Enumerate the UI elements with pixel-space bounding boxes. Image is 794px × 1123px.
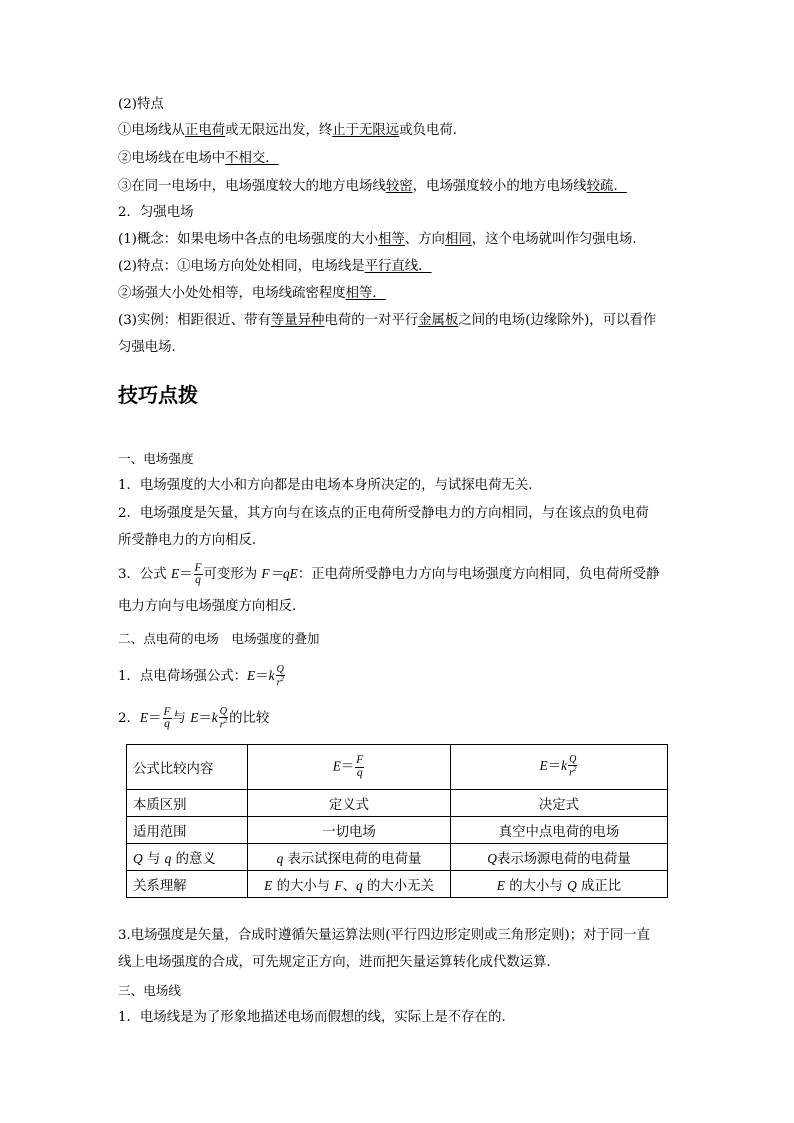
denominator: q bbox=[195, 574, 201, 586]
exponent: 2 bbox=[223, 716, 228, 725]
text: ，电场强度较小的地方电场线 bbox=[412, 179, 587, 194]
table-row bbox=[127, 844, 668, 871]
answer-blank: 无限远 bbox=[359, 123, 400, 138]
para-strength-1: 1．电场强度的大小和方向都是由电场本身所决定的，与试探电荷无关． bbox=[118, 478, 542, 493]
answer-blank: 较疏． bbox=[586, 179, 627, 194]
table-header-cell bbox=[451, 745, 668, 790]
answer-blank: 止于 bbox=[332, 123, 360, 138]
math-var: k bbox=[268, 668, 275, 683]
math-var: Q bbox=[487, 850, 497, 866]
math-var: q bbox=[355, 877, 363, 893]
math-op: ＝ bbox=[547, 759, 562, 775]
math-var: E bbox=[190, 710, 199, 725]
math-op: ＝ bbox=[255, 669, 269, 684]
text: 或无限远出发，终 bbox=[225, 123, 333, 138]
numerator: Q bbox=[219, 705, 228, 717]
para-uniform-magnitude bbox=[118, 285, 386, 303]
math-var: E bbox=[539, 758, 548, 774]
text: 与 bbox=[172, 711, 191, 726]
denominator bbox=[568, 766, 577, 778]
para-superposition-a: 3.电场强度是矢量，合成时遵循矢量运算法则(平行四边形定则或三角形定则)；对于同一直 bbox=[118, 928, 651, 943]
answer-blank: 不相交． bbox=[225, 151, 279, 166]
numerator: F bbox=[163, 705, 171, 718]
para-uniform-example-cont: 匀强电场． bbox=[118, 340, 185, 355]
table-cell bbox=[451, 871, 668, 898]
section-title-field-strength: 一、电场强度 bbox=[118, 451, 194, 466]
table-row bbox=[127, 790, 668, 817]
text: 电荷的一对平行 bbox=[324, 313, 419, 328]
para-feature-3 bbox=[118, 178, 627, 196]
math-var: E bbox=[496, 877, 505, 893]
para-feature-1 bbox=[118, 122, 466, 140]
answer-blank: 等量异种 bbox=[270, 313, 325, 328]
table-cell: 本质区别 bbox=[127, 790, 248, 817]
para-strength-3-cont: 电力方向与电场强度方向相反． bbox=[118, 599, 306, 614]
table-header-cell bbox=[248, 745, 451, 790]
para-feature-2 bbox=[118, 150, 279, 168]
section-title-point-charge: 二、点电荷的电场 电场强度的叠加 bbox=[118, 631, 320, 646]
denominator bbox=[219, 718, 228, 730]
math-var: Q bbox=[567, 877, 577, 893]
text: 成正比 bbox=[581, 878, 622, 894]
text: ：正电荷所受静电力方向与电场强度方向相同，负电荷所受静 bbox=[297, 567, 660, 582]
table-cell bbox=[451, 844, 668, 871]
text: 的大小与 bbox=[509, 878, 563, 894]
math-var: q bbox=[164, 850, 172, 866]
math-var: E bbox=[247, 668, 256, 683]
para-uniform-example bbox=[118, 312, 656, 330]
text: 可变形为 bbox=[203, 567, 262, 582]
math-var: E bbox=[170, 566, 180, 581]
fraction-F-over-q bbox=[163, 707, 172, 731]
answer-blank: 平行直线． bbox=[364, 259, 432, 274]
table-row bbox=[127, 817, 668, 844]
fraction-Q-over-r2 bbox=[219, 707, 228, 730]
denominator: q bbox=[164, 718, 170, 730]
text: ①电场线从 bbox=[118, 123, 185, 138]
math-var: r bbox=[569, 767, 573, 779]
fraction-F-over-q bbox=[194, 563, 203, 587]
denominator: q bbox=[356, 766, 363, 779]
math-var: r bbox=[219, 719, 224, 731]
text: 的意义 bbox=[175, 851, 216, 867]
table-row bbox=[127, 871, 668, 898]
table-header-cell: 公式比较内容 bbox=[127, 745, 248, 790]
answer-blank: 较密 bbox=[385, 179, 413, 194]
table-cell bbox=[127, 844, 248, 871]
numerator: F bbox=[356, 754, 364, 766]
table-cell bbox=[248, 871, 451, 898]
numerator: Q bbox=[569, 754, 577, 766]
answer-blank: 相同 bbox=[444, 232, 472, 247]
para-field-lines-1: 1．电场线是为了形象地描述电场而假想的线，实际上是不存在的． bbox=[118, 1010, 515, 1025]
table-cell: 关系理解 bbox=[127, 871, 248, 898]
math-var: k bbox=[211, 710, 218, 725]
text: ，这个电场就叫作匀强电场． bbox=[471, 232, 646, 247]
text: 表示试探电荷的电荷量 bbox=[287, 851, 422, 867]
para-uniform-concept bbox=[118, 231, 646, 249]
math-var: F bbox=[334, 877, 343, 893]
text: 的比较 bbox=[229, 711, 270, 726]
para-superposition-b: 线上电场强度的合成，可先规定正方向，进而把矢量运算转化成代数运算． bbox=[118, 955, 560, 970]
answer-blank: 正电荷 bbox=[184, 123, 226, 138]
table-cell: 适用范围 bbox=[127, 817, 248, 844]
para-features-heading: (2)特点 bbox=[118, 97, 164, 112]
text: (2)特点：①电场方向处处相同，电场线是 bbox=[118, 259, 365, 274]
table-cell: 决定式 bbox=[451, 790, 668, 817]
math-op: ＝ bbox=[148, 711, 162, 726]
answer-blank: 相等． bbox=[345, 286, 386, 301]
math-var: r bbox=[276, 677, 281, 689]
text: 3．公式 bbox=[118, 567, 171, 582]
para-uniform-features bbox=[118, 258, 432, 276]
table-cell bbox=[248, 844, 451, 871]
comparison-table bbox=[126, 744, 668, 898]
fraction-Q-over-r2 bbox=[568, 755, 577, 778]
math-var: E bbox=[139, 710, 149, 725]
math-var: k bbox=[561, 758, 568, 774]
math-op: ＝ bbox=[340, 759, 355, 775]
exponent: 2 bbox=[572, 765, 577, 774]
math-formula: F＝qE bbox=[261, 566, 298, 581]
numerator: F bbox=[194, 561, 202, 574]
math-op: ＝ bbox=[198, 711, 212, 726]
text: 2． bbox=[118, 711, 140, 726]
para-strength-2a: 2．电场强度是矢量，其方向与在该点的正电荷所受静电力的方向相同，与在该点的负电荷 bbox=[118, 506, 649, 521]
denominator bbox=[276, 676, 285, 688]
numerator: Q bbox=[276, 663, 284, 675]
text: (3)实例：相距很近、带有 bbox=[118, 313, 271, 328]
text: 、 bbox=[342, 878, 356, 894]
section-title-field-lines: 三、电场线 bbox=[118, 983, 181, 998]
table-cell: 定义式 bbox=[248, 790, 451, 817]
text: (1)概念：如果电场中各点的电场强度的大小 bbox=[118, 232, 378, 247]
math-op: ＝ bbox=[179, 567, 193, 582]
text: 与 bbox=[146, 851, 161, 867]
math-var: q bbox=[276, 850, 284, 866]
text: 或负电荷． bbox=[399, 123, 467, 138]
table-header-row bbox=[127, 745, 668, 790]
answer-blank: 相等 bbox=[378, 232, 405, 247]
text: 表示场源电荷的电荷量 bbox=[496, 851, 631, 867]
text: 、方向 bbox=[404, 232, 445, 247]
math-var: Q bbox=[133, 850, 143, 866]
section-heading: 技巧点拨 bbox=[118, 383, 198, 407]
para-compare bbox=[118, 704, 269, 733]
text: ③在同一电场中，电场强度较大的地方电场线 bbox=[118, 179, 386, 194]
fraction-Q-over-r2 bbox=[276, 665, 285, 688]
exponent: 2 bbox=[280, 674, 284, 683]
text: 的大小无关 bbox=[366, 878, 434, 894]
math-var: E bbox=[264, 877, 273, 893]
para-point-formula bbox=[118, 662, 286, 691]
text: 之间的电场(边缘除外)，可以看作 bbox=[458, 313, 657, 328]
para-strength-3 bbox=[118, 560, 659, 589]
text: ②电场线在电场中 bbox=[118, 151, 226, 166]
answer-blank: 金属板 bbox=[418, 313, 459, 328]
text: 1．点电荷场强公式： bbox=[118, 669, 248, 684]
fraction-F-over-q bbox=[355, 755, 364, 779]
text: 的大小与 bbox=[276, 878, 331, 894]
table-cell: 真空中点电荷的电场 bbox=[451, 817, 668, 844]
para-uniform-field: 2．匀强电场 bbox=[118, 205, 194, 220]
table-cell: 一切电场 bbox=[248, 817, 451, 844]
math-var: E bbox=[332, 758, 341, 774]
para-strength-2b: 所受静电力的方向相反． bbox=[118, 533, 266, 548]
text: ②场强大小处处相等，电场线疏密程度 bbox=[118, 286, 346, 301]
